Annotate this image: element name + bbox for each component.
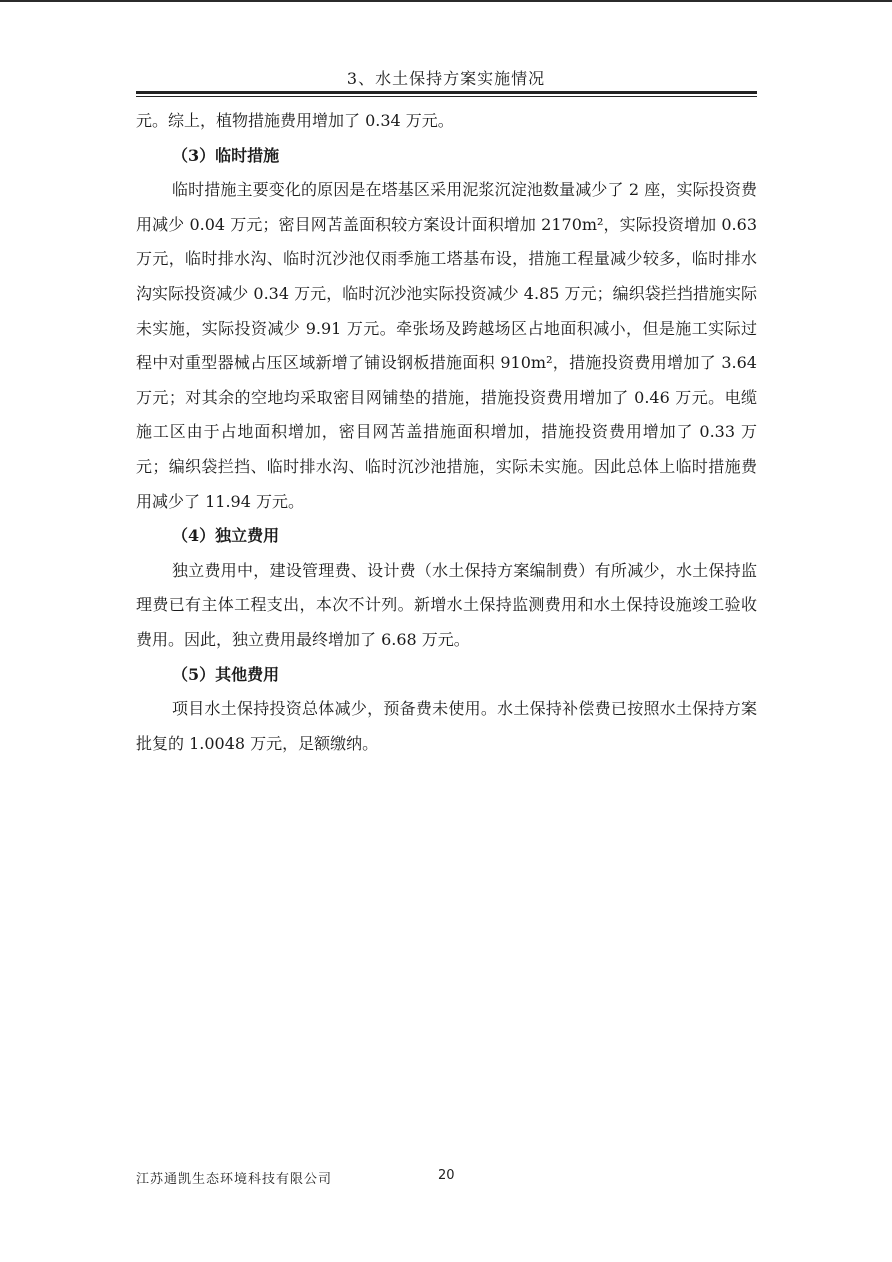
page-top-border bbox=[0, 0, 892, 2]
footer-company-name: 江苏通凯生态环境科技有限公司 bbox=[136, 1172, 333, 1187]
paragraph-other-costs: 项目水土保持投资总体减少，预备费未使用。水土保持补偿费已按照水土保持方案批复的 1.0048 万元，足额缴纳。 bbox=[136, 699, 757, 753]
section-heading-independent-costs: （4）独立费用 bbox=[172, 526, 280, 546]
footer-page-number: 20 bbox=[438, 1168, 455, 1183]
running-header-title: 3、水土保持方案实施情况 bbox=[346, 69, 546, 88]
header-rule-thick bbox=[136, 91, 757, 94]
section-heading-temporary-measures: （3）临时措施 bbox=[172, 145, 280, 165]
paragraph-temporary-measures: 临时措施主要变化的原因是在塔基区采用泥浆沉淀池数量减少了 2 座，实际投资费用减少 0.04 万元；密目网苫盖面积较方案设计面积增加 2170m²，实际投资增加 0.63 万元，临时排水沟、临时沉沙池仅雨季施工塔基布设，措施工程量减少较多，临时排水沟实际投资减少 0.34 万元，临时沉沙池实际投资减少 4.85 万元；编织袋拦挡措施实际未实施，实际投资减少 9.91 万元。牵张场及跨越场区占地面积减小，但是施工实际过程中对重型器械占压区域新增了铺设钢板措施面积 910m²，措施投资费用增加了 3.64 万元；对其余的空地均采取密目网铺垫的措施，措施投资费用增加了 0.46 万元。电缆施工区由于占地面积增加，密目网苫盖措施面积增加，措施投资费用增加了 0.33 万元；编织袋拦挡、临时排水沟、临时沉沙池措施，实际未实施。因此总体上临时措施费用减少了 11.94 万元。 bbox=[136, 180, 757, 511]
header-rule-thin bbox=[136, 96, 757, 97]
paragraph-continuation: 元。综上，植物措施费用增加了 0.34 万元。 bbox=[136, 111, 454, 130]
section-heading-other-costs: （5）其他费用 bbox=[172, 664, 280, 684]
paragraph-independent-costs: 独立费用中，建设管理费、设计费（水土保持方案编制费）有所减少，水土保持监理费已有主体工程支出，本次不计列。新增水土保持监测费用和水土保持设施竣工验收费用。因此，独立费用最终增加了 6.68 万元。 bbox=[136, 560, 757, 649]
page-body bbox=[136, 104, 757, 761]
